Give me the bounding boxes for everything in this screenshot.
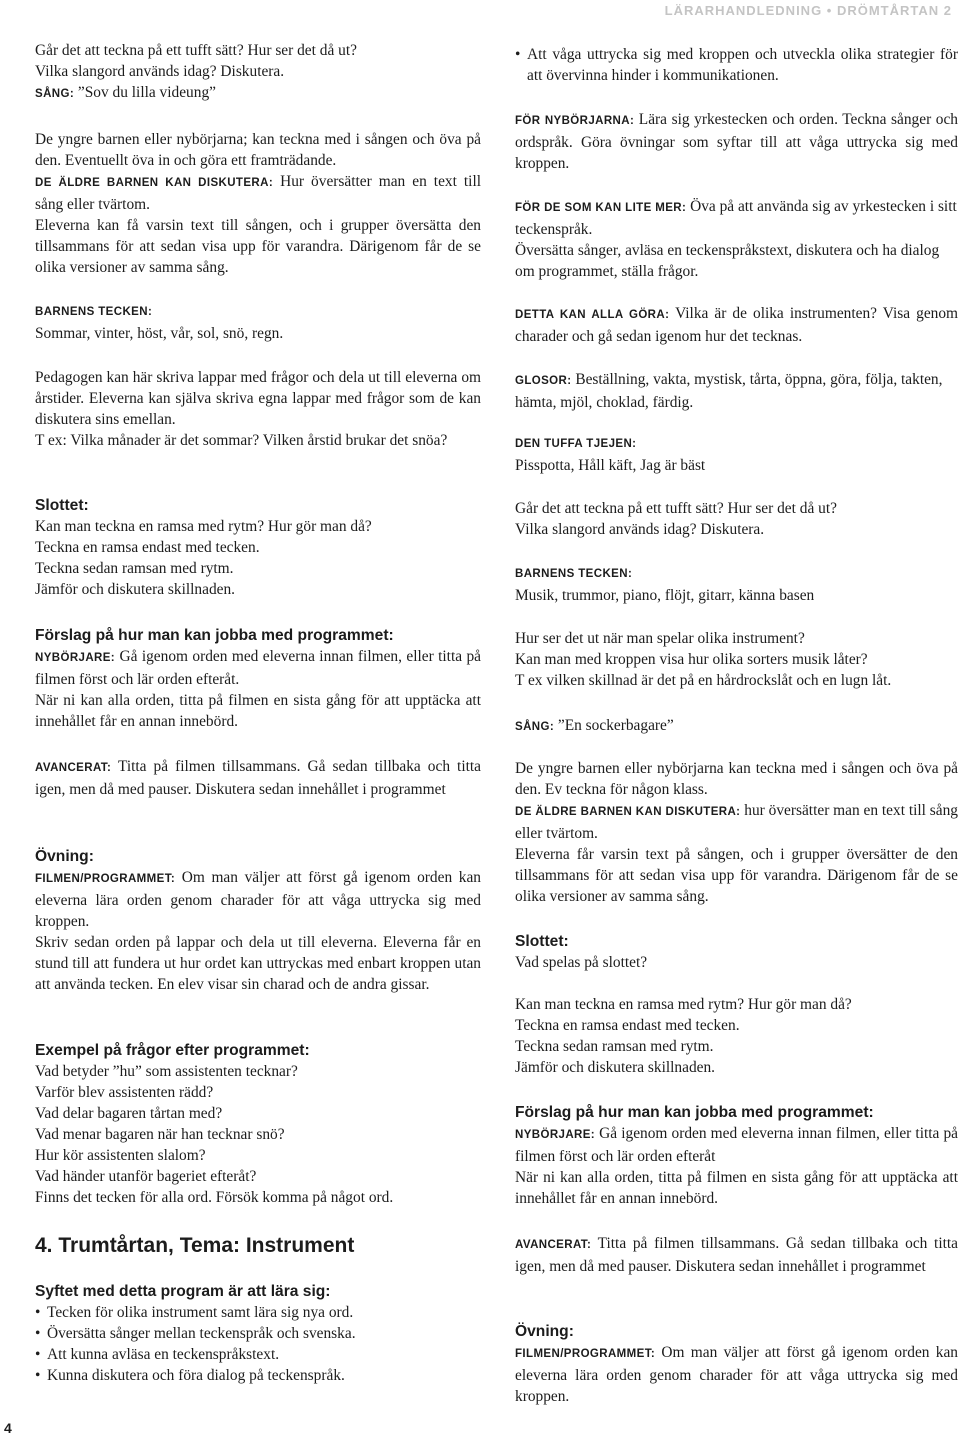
glossary-line [515,369,958,413]
advanced-line [515,1233,958,1277]
beginner-text: Gå igenom orden med eleverna innan filmen, eller titta på filmen först och lär orden efteråt. [35,648,481,688]
exercise-section [35,846,481,995]
advanced-label: AVANCERAT: [35,762,112,774]
song-section [35,129,481,278]
paragraph: Hur ser det ut när man spelar olika instrument? [515,630,805,647]
exercise-label: FILMEN/PROGRAMMET: [35,873,176,885]
purpose-list [35,1302,481,1386]
exercise-section [515,1321,958,1407]
rhyme-section [515,994,958,1078]
section-heading: Syftet med detta program är att lära sig: [35,1283,331,1300]
paragraph: Jämför och diskutera skillnaden. [515,1059,716,1076]
paragraph: Teckna en ramsa endast med tecken. [515,1017,740,1034]
question-item: Varför blev assistenten rädd? [35,1084,214,1101]
paragraph: När ni kan alla orden, titta på filmen en sista gång för att upptäcka att innehållet får en annan innebörd. [515,1169,958,1207]
paragraph: Teckna en ramsa endast med tecken. [35,539,260,556]
intermediate-label: FÖR DE SOM KAN LITE MER: [515,202,687,214]
purpose-bullet [515,44,958,86]
purpose-section [35,1281,481,1386]
tough-girl-section [515,434,958,476]
music-questions [515,628,958,691]
section-heading: Slottet: [35,497,89,514]
chapter-title: 4. Trumtårtan, Tema: Instrument [35,1234,355,1257]
beginner-text: Gå igenom orden med eleverna innan filmen, eller titta på filmen först och lär orden efteråt [515,1125,958,1165]
paragraph: Jämför och diskutera skillnaden. [35,581,236,598]
proposal-section [35,625,481,732]
everyone-label: DETTA KAN ALLA GÖRA: [515,309,670,321]
paragraph: Skriv sedan orden på lappar och dela ut till eleverna. Eleverna får en stund till att fundera ut hur ordet kan uttryckas med enbart kroppen utan att använda tecken. En elev visar sin charad och de andra gissar. [35,934,481,993]
question-item: Vad händer utanför bageriet efteråt? [35,1168,257,1185]
tough-girl-label: DEN TUFFA TJEJEN: [515,438,637,450]
section-heading: Övning: [35,848,94,865]
song-title: ”En sockerbagare” [554,717,674,734]
older-children-line [515,800,958,844]
intermediate-text: Öva på att använda sig av yrkestecken i sitt teckenspråk. [515,198,957,238]
questions-section [35,1040,481,1208]
paragraph: De yngre barnen eller nybörjarna; kan teckna med i sången och öva på den. Eventuellt öva in och göra ett framträdande. [35,131,481,169]
exercise-line [35,867,481,932]
intro-questions [35,40,481,105]
glossary-section [515,369,958,413]
paragraph: Vad spelas på slottet? [515,954,648,971]
section-heading: Exempel på frågor efter programmet: [35,1042,310,1059]
song-line [35,82,481,105]
beginners-label: FÖR NYBÖRJARNA: [515,115,635,127]
paragraph: Kan man teckna en ramsa med rytm? Hur gör man då? [35,518,372,535]
paragraph: Pedagogen kan här skriva lappar med frågor och dela ut till eleverna om årstider. Eleverna kan själva skriva egna lappar med frågor som de kan diskutera sins emellan. [35,369,481,428]
beginners-text: Lära sig yrkestecken och orden. Teckna sånger och ordspråk. Göra övningar som syftar till att våga uttrycka sig med kroppen. [515,111,959,172]
castle-section [515,931,958,973]
song-section [515,758,958,907]
song-label: SÅNG: [515,721,555,733]
intermediate-line [515,196,958,240]
intermediate-section [515,196,958,282]
everyone-line [515,303,958,347]
beginner-label: NYBÖRJARE: [515,1129,596,1141]
advanced-text: Titta på filmen tillsammans. Gå sedan tillbaka och titta igen, men då med pauser. Diskutera sedan innehållet i programmet [515,1235,958,1275]
older-children-line [35,171,481,215]
section-heading: Förslag på hur man kan jobba med programmet: [35,627,394,644]
purpose-item: • Tecken för olika instrument samt lära sig nya ord. [35,1302,481,1323]
advanced-line [35,756,481,800]
paragraph: Vilka slangord används idag? Diskutera. [515,521,765,538]
glossary-text: Beställning, vakta, mystisk, tårta, öppna, göra, följa, takten, hämta, mjöl, choklad, färdig. [515,371,943,411]
running-head: LÄRARHANDLEDNING • DRÖMTÅRTAN 2 [664,3,952,18]
tough-girl-text: Pisspotta, Håll käft, Jag är bäst [515,457,706,474]
purpose-item: • Att kunna avläsa en teckenspråkstext. [35,1344,481,1365]
purpose-item: • Att våga uttrycka sig med kroppen och utveckla olika strategier för att övervinna hinder i kommunikationen. [515,44,958,86]
children-signs [515,564,958,606]
proposal-section [515,1102,958,1209]
question-item: Vad menar bagaren när han tecknar snö? [35,1126,285,1143]
paragraph: Kan man med kroppen visa hur olika sorters musik låter? [515,651,868,668]
paragraph: Teckna sedan ramsan med rytm. [35,560,234,577]
paragraph: När ni kan alla orden, titta på filmen en sista gång för att upptäcka att innehållet får en annan innebörd. [35,692,481,730]
glossary-label: GLOSOR: [515,375,572,387]
song-label: SÅNG: [35,88,75,100]
paragraph: De yngre barnen eller nybörjarna kan teckna med i sången och öva på den. Ev teckna för någon klass. [515,760,958,798]
purpose-item: • Kunna diskutera och föra dialog på teckenspråk. [35,1365,481,1386]
older-children-label: DE ÄLDRE BARNEN KAN DISKUTERA: [515,806,741,818]
beginners-line [515,109,958,174]
song-line [515,715,958,738]
everyone-section [515,303,958,347]
paragraph: T ex: Vilka månader är det sommar? Vilken årstid brukar det snöa? [35,432,448,449]
paragraph: Kan man teckna en ramsa med rytm? Hur gör man då? [515,996,852,1013]
beginner-line [35,646,481,690]
paragraph: Går det att teckna på ett tufft sätt? Hur ser det då ut? [35,42,357,59]
older-children-text: Hur översätter man en text till sång eller tvärtom. [35,173,482,213]
children-signs-label: BARNENS TECKEN: [35,306,153,318]
exercise-line [515,1342,958,1407]
advanced-text: Titta på filmen tillsammans. Gå sedan tillbaka och titta igen, men då med pauser. Diskutera sedan innehållet i programmet [35,758,481,798]
children-signs-text: Sommar, vinter, höst, vår, sol, snö, regn. [35,325,284,342]
everyone-text: Vilka är de olika instrumenten? Visa genom charader och gå sedan igenom hur det tecknas. [515,305,959,345]
question-item: Finns det tecken för alla ord. Försök komma på något ord. [35,1189,394,1206]
exercise-text: Om man väljer att först gå igenom orden kan eleverna lära orden genom charader för att våga uttrycka sig med kroppen. [35,869,481,930]
advanced-section [35,756,481,800]
paragraph: Går det att teckna på ett tufft sätt? Hur ser det då ut? [515,500,837,517]
paragraph: Vilka slangord används idag? Diskutera. [35,63,285,80]
page-number: 4 [4,1420,12,1436]
intro-questions [515,498,958,540]
purpose-item: • Översätta sånger mellan teckenspråk och svenska. [35,1323,481,1344]
beginners-section [515,109,958,174]
song-title: ”Sov du lilla videung” [74,84,216,101]
children-signs [35,302,481,344]
advanced-label: AVANCERAT: [515,1239,592,1251]
older-children-text: hur översätter man en text till sång eller tvärtom. [515,802,959,842]
question-item: Vad delar bagaren tårtan med? [35,1105,223,1122]
exercise-text: Om man väljer att först gå igenom orden kan eleverna lära orden genom charader för att våga uttrycka sig med kroppen. [515,1344,958,1405]
exercise-label: FILMEN/PROGRAMMET: [515,1348,656,1360]
paragraph: Översätta sånger, avläsa en teckenspråkstext, diskutera och ha dialog om programmet, ställa frågor. [515,242,940,280]
beginner-label: NYBÖRJARE: [35,652,116,664]
beginner-line [515,1123,958,1167]
question-item: Hur kör assistenten slalom? [35,1147,206,1164]
question-item: Vad betyder ”hu” som assistenten tecknar? [35,1063,298,1080]
paragraph: Teckna sedan ramsan med rytm. [515,1038,714,1055]
advanced-section [515,1233,958,1277]
children-signs-text: Musik, trummor, piano, flöjt, gitarr, känna basen [515,587,815,604]
paragraph: Eleverna kan få varsin text till sången, och i grupper översätta den tillsammans för att sedan visa upp för varandra. Därigenom får de se olika versioner av samma sång. [35,217,481,276]
castle-section [35,495,481,600]
section-heading: Förslag på hur man kan jobba med programmet: [515,1104,874,1121]
children-signs-label: BARNENS TECKEN: [515,568,633,580]
paragraph: Eleverna får varsin text på sången, och i grupper översätter de den tillsammans för att sedan visa upp för varandra. Därigenom får de se olika versioner av samma sång. [515,846,958,905]
older-children-label: DE ÄLDRE BARNEN KAN DISKUTERA: [35,177,274,189]
section-heading: Övning: [515,1323,574,1340]
section-heading: Slottet: [515,933,569,950]
paragraph: T ex vilken skillnad är det på en hårdrockslåt och en lugn låt. [515,672,892,689]
teacher-notes [35,367,481,451]
